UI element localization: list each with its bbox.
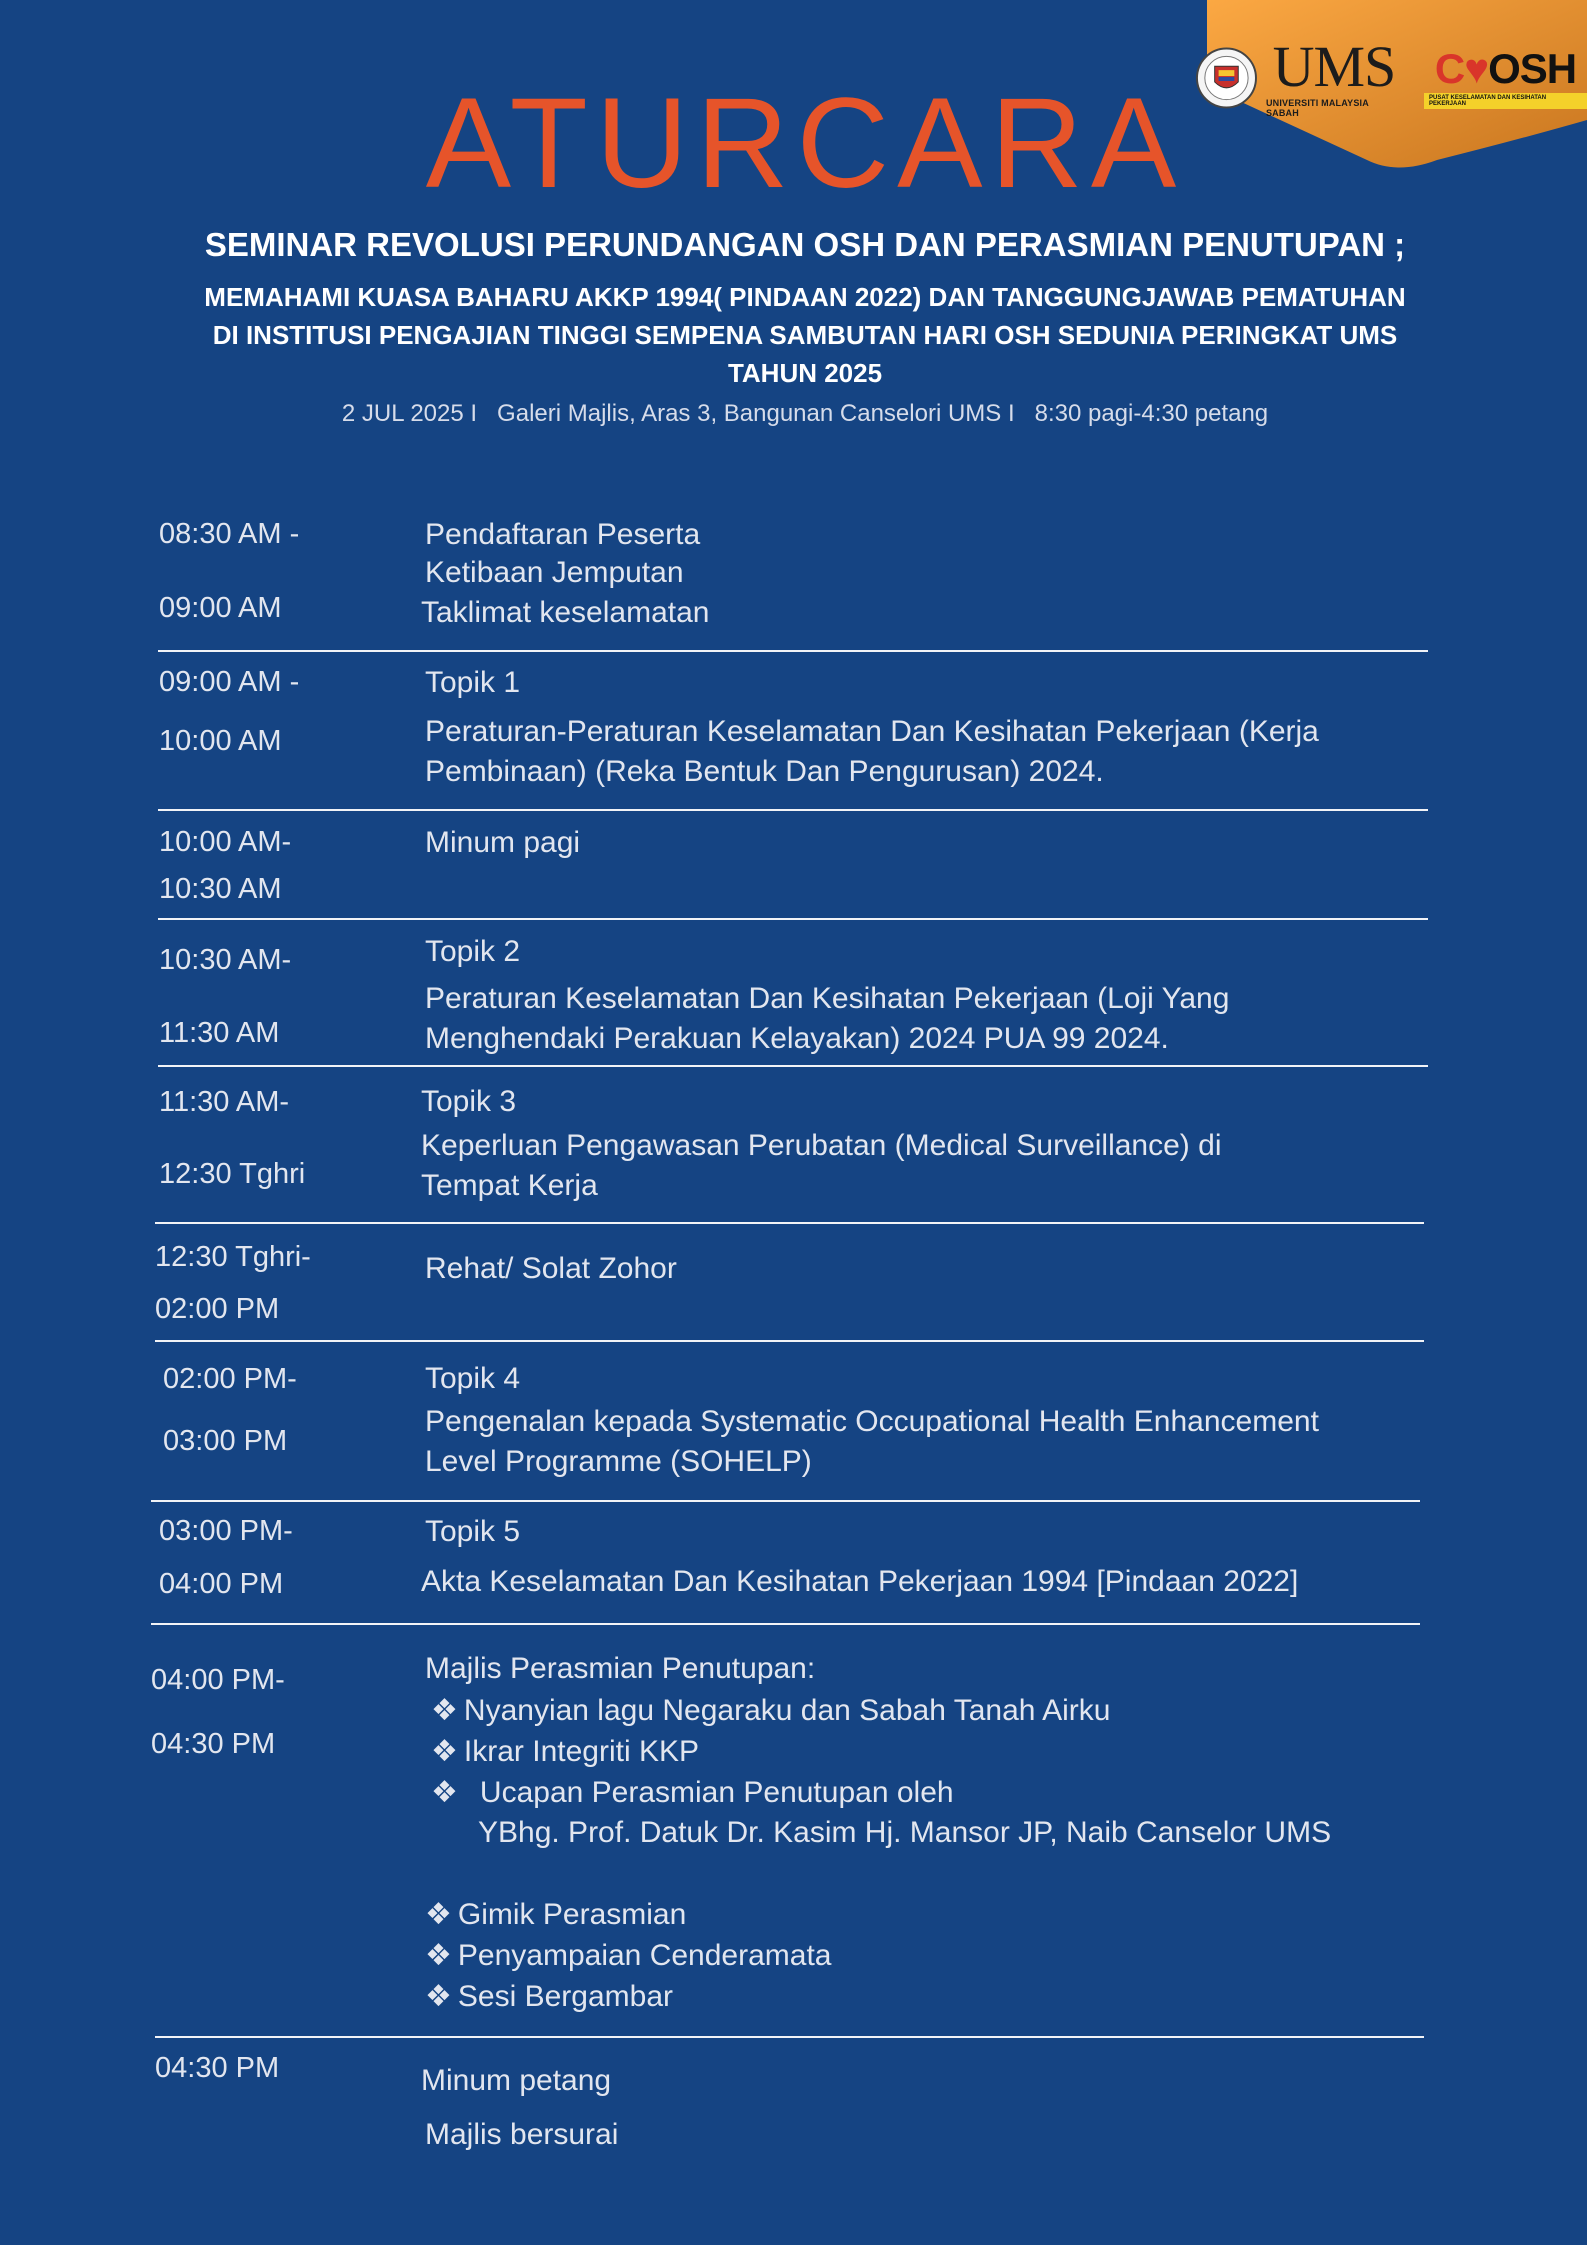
row-item: Rehat/ Solat Zohor <box>425 1252 677 1285</box>
row-time-start: 02:00 PM- <box>163 1363 297 1395</box>
row-time-start: 09:00 AM - <box>159 666 300 698</box>
row-item: Topik 4 <box>425 1362 521 1395</box>
bullet-icon: ❖ <box>431 1735 458 1768</box>
row-item: Topik 3 <box>421 1085 517 1118</box>
row-time-end: 04:00 PM <box>159 1568 284 1600</box>
row-time-end: 02:00 PM <box>155 1293 280 1325</box>
row-item: Ketibaan Jemputan <box>425 556 684 589</box>
bullet-item: ❖ Penyampaian Cenderamata <box>425 1939 832 1972</box>
row-item: Topik 2 <box>425 935 521 968</box>
row-time-end: 10:30 AM <box>159 873 282 905</box>
osh-logo-subtitle: PUSAT KESELAMATAN DAN KESIHATAN PEKERJAAN <box>1424 93 1587 109</box>
bullet-icon: ❖ <box>425 1939 452 1972</box>
bullet-item: ❖ Ucapan Perasmian Penutupan oleh <box>431 1776 954 1809</box>
row-time-start: 12:30 Tghri- <box>155 1241 311 1273</box>
row-item: Taklimat keselamatan <box>421 596 710 629</box>
row-item: Tempat Kerja <box>421 1169 598 1202</box>
row-item: Level Programme (SOHELP) <box>425 1445 812 1478</box>
bullet-item: ❖ Ikrar Integriti KKP <box>431 1735 699 1768</box>
bullet-continuation: YBhg. Prof. Datuk Dr. Kasim Hj. Mansor JP, Naib Canselor UMS <box>478 1816 1332 1849</box>
row-item: Akta Keselamatan Dan Kesihatan Pekerjaan 1994 [Pindaan 2022] <box>421 1565 1299 1598</box>
row-time-start: 11:30 AM- <box>159 1086 290 1118</box>
row-item: Minum petang <box>421 2064 612 2097</box>
row-item: Majlis bersurai <box>425 2118 619 2151</box>
seminar-subtitle: MEMAHAMI KUASA BAHARU AKKP 1994( PINDAAN 2022) DAN TANGGUNGJAWAB PEMATUHAN DI INSTITUSI PENGAJIAN TINGGI SEMPENA SAMBUTAN HARI OSH SEDUNIA PERINGKAT UMS TAHUN 2025 <box>204 282 1406 388</box>
row-time-end: 03:00 PM <box>163 1425 288 1457</box>
osh-logo-text: C♥OSH <box>1434 44 1577 92</box>
bullet-item: ❖ Gimik Perasmian <box>425 1898 687 1931</box>
row-item: Topik 5 <box>425 1515 521 1548</box>
row-divider <box>158 809 1428 811</box>
row-item: Menghendaki Perakuan Kelayakan) 2024 PUA 99 2024. <box>425 1022 1169 1055</box>
row-divider <box>155 1340 1424 1342</box>
row-item: Pendaftaran Peserta <box>425 518 701 551</box>
bullet-icon: ❖ <box>425 1898 452 1931</box>
bullet-icon: ❖ <box>431 1776 458 1809</box>
row-time-start: 04:00 PM- <box>151 1664 285 1696</box>
bullet-icon: ❖ <box>425 1980 452 2013</box>
row-time-start: 04:30 PM <box>155 2052 280 2084</box>
row-divider <box>158 918 1428 920</box>
row-divider <box>155 1222 1424 1224</box>
row-divider <box>155 2036 1424 2038</box>
ums-logo-text: UMS <box>1272 34 1396 99</box>
row-time-end: 11:30 AM <box>159 1017 280 1049</box>
event-info: 2 JUL 2025 I Galeri Majlis, Aras 3, Bangunan Canselori UMS I 8:30 pagi-4:30 petang <box>341 400 1269 427</box>
seminar-title: SEMINAR REVOLUSI PERUNDANGAN OSH DAN PERASMIAN PENUTUPAN ; <box>204 226 1406 263</box>
row-divider <box>158 1065 1428 1067</box>
row-item: Peraturan-Peraturan Keselamatan Dan Kesihatan Pekerjaan (Kerja <box>425 715 1319 748</box>
row-item: Topik 1 <box>425 666 521 699</box>
row-time-end: 09:00 AM <box>159 592 282 624</box>
ums-logo-subtitle: UNIVERSITI MALAYSIA SABAH <box>1265 98 1369 118</box>
row-divider <box>151 1623 1420 1625</box>
row-item: Pengenalan kepada Systematic Occupational Health Enhancement <box>425 1405 1319 1438</box>
page-title: ATURCARA <box>425 72 1185 215</box>
bullet-item: ❖ Nyanyian lagu Negaraku dan Sabah Tanah Airku <box>431 1694 1111 1727</box>
bullet-item: ❖ Sesi Bergambar <box>425 1980 674 2013</box>
row-time-start: 10:00 AM- <box>159 826 292 858</box>
row-time-start: 10:30 AM- <box>159 944 292 976</box>
row-time-end: 12:30 Tghri <box>159 1158 306 1190</box>
row-item: Majlis Perasmian Penutupan: <box>425 1652 816 1685</box>
row-divider <box>158 650 1428 652</box>
row-item: Peraturan Keselamatan Dan Kesihatan Pekerjaan (Loji Yang <box>425 982 1230 1015</box>
row-time-start: 03:00 PM- <box>159 1515 293 1547</box>
row-time-end: 04:30 PM <box>151 1728 276 1760</box>
row-time-start: 08:30 AM - <box>159 518 300 550</box>
row-item: Keperluan Pengawasan Perubatan (Medical Surveillance) di <box>421 1129 1222 1162</box>
row-time-end: 10:00 AM <box>159 725 282 757</box>
bullet-icon: ❖ <box>431 1694 458 1727</box>
row-item: Minum pagi <box>425 826 581 859</box>
row-divider <box>151 1500 1420 1502</box>
row-item: Pembinaan) (Reka Bentuk Dan Pengurusan) 2024. <box>425 755 1104 788</box>
